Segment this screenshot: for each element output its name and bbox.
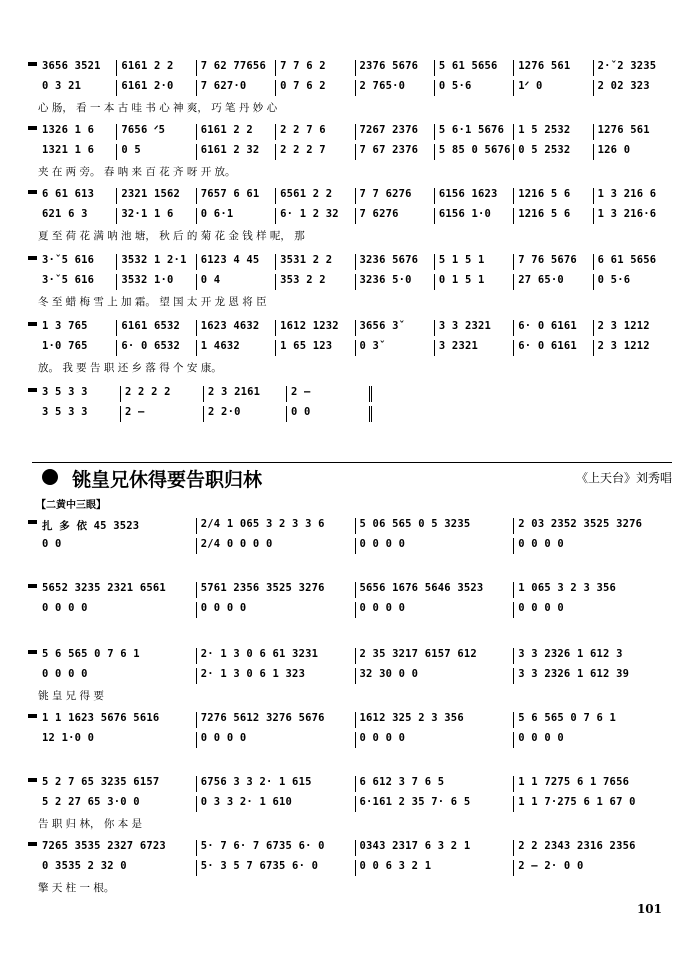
measure: 3·ˇ5 616 bbox=[38, 254, 117, 270]
upper-staff bbox=[38, 712, 672, 728]
measure: 5 2 27 65 3·0 0 bbox=[38, 796, 197, 812]
measure: 7 7 6 2 bbox=[276, 60, 355, 76]
measure: 2 03 2352 3525 3276 bbox=[518, 518, 643, 530]
measure: 3656 3ˇ bbox=[356, 320, 435, 336]
system-brace bbox=[28, 650, 37, 654]
lower-staff bbox=[38, 860, 672, 876]
measure: 1 1 1623 5676 5616 bbox=[38, 712, 197, 728]
measure: 3532 1 2·1 bbox=[117, 254, 196, 270]
measure: 2321 1562 bbox=[117, 188, 196, 204]
measure: 2 3 1212 bbox=[597, 340, 650, 352]
measure: 1 5 2532 bbox=[514, 124, 593, 140]
measure: 3656 3521 bbox=[38, 60, 117, 76]
measure: 2 02 323 bbox=[597, 80, 650, 92]
lower-staff bbox=[38, 340, 672, 356]
system-brace bbox=[28, 584, 37, 588]
measure: 0 0 0 0 bbox=[356, 732, 515, 748]
measure: 7 6276 bbox=[356, 208, 435, 224]
upper-staff bbox=[38, 320, 672, 336]
measure: 2 2 7 6 bbox=[276, 124, 355, 140]
measure: 0 0 0 0 bbox=[197, 602, 356, 618]
measure: 1ᐟ 0 bbox=[514, 80, 593, 96]
lyrics-line: 放。 我 要 告 职 还 乡 落 得 个 安 康。 bbox=[38, 362, 222, 374]
measure: 0 3ˇ bbox=[356, 340, 435, 356]
lower-staff bbox=[38, 208, 672, 224]
measure: 12 1·0 0 bbox=[38, 732, 197, 748]
measure: 3 2321 bbox=[435, 340, 514, 356]
system-brace bbox=[28, 842, 37, 846]
measure: 1216 5 6 bbox=[514, 208, 593, 224]
measure: 6 612 3 7 6 5 bbox=[356, 776, 515, 792]
measure: 6161 6532 bbox=[117, 320, 196, 336]
measure: 7276 5612 3276 5676 bbox=[197, 712, 356, 728]
measure: 1 065 3 2 3 356 bbox=[518, 582, 617, 594]
measure: 7657 6 61 bbox=[197, 188, 276, 204]
measure: 0 7 6 2 bbox=[276, 80, 355, 96]
measure: 1612 325 2 3 356 bbox=[356, 712, 515, 728]
measure: 2 765·0 bbox=[356, 80, 435, 96]
measure: 6161 2 32 bbox=[197, 144, 276, 160]
mode-label: 【二黄中三眼】 bbox=[36, 500, 106, 511]
system-brace bbox=[28, 256, 37, 260]
lyrics-line: 告 职 归 林， 你 本 是 bbox=[38, 818, 143, 830]
measure: 6161 2 2 bbox=[117, 60, 196, 76]
measure: 6 61 613 bbox=[38, 188, 117, 204]
measure: 32 30 0 0 bbox=[356, 668, 515, 684]
measure: 2· 1 3 0 6 61 3231 bbox=[197, 648, 356, 664]
measure: 6156 1623 bbox=[435, 188, 514, 204]
lower-staff bbox=[38, 144, 672, 160]
measure: 0 0 0 0 bbox=[38, 668, 197, 684]
measure: 5 1 5 1 bbox=[435, 254, 514, 270]
measure: 6 61 5656 bbox=[597, 254, 657, 266]
system-brace bbox=[28, 322, 37, 326]
measure: 126 0 bbox=[597, 144, 631, 156]
measure: 3 3 2326 1 612 39 bbox=[518, 668, 630, 680]
system-brace bbox=[28, 388, 37, 392]
measure: 0 3 21 bbox=[38, 80, 117, 96]
measure: 6156 1·0 bbox=[435, 208, 514, 224]
measure: 621 6 3 bbox=[38, 208, 117, 224]
measure: 5656 1676 5646 3523 bbox=[356, 582, 515, 598]
measure: 7656 ᐟ5 bbox=[117, 124, 196, 140]
measure: 6161 2 2 bbox=[197, 124, 276, 140]
measure: 扎 多 依 45 3523 bbox=[38, 518, 197, 534]
upper-staff bbox=[38, 188, 672, 204]
measure: 3531 2 2 bbox=[276, 254, 355, 270]
section-title: 铫皇兄休得要告职归林 bbox=[72, 469, 263, 491]
measure: 0 0 0 0 bbox=[518, 732, 564, 744]
measure: 0 0 bbox=[287, 406, 372, 422]
measure: 3 3 2326 1 612 3 bbox=[518, 648, 623, 660]
lower-staff bbox=[38, 796, 672, 812]
upper-staff bbox=[38, 60, 672, 76]
measure: 6· 0 6532 bbox=[117, 340, 196, 356]
measure: 6123 4 45 bbox=[197, 254, 276, 270]
measure: 1216 5 6 bbox=[514, 188, 593, 204]
measure: 0 0 0 0 bbox=[518, 538, 564, 550]
lyrics-line: 夹 在 两 旁。 春 呐 来 百 花 齐 呀 开 放。 bbox=[38, 166, 236, 178]
measure: 5· 3 5 7 6735 6· 0 bbox=[197, 860, 356, 876]
measure: 5652 3235 2321 6561 bbox=[38, 582, 197, 598]
measure: 6756 3 3 2· 1 615 bbox=[197, 776, 356, 792]
measure: 0 0 0 0 bbox=[356, 538, 515, 554]
measure: 2 2 2 7 bbox=[276, 144, 355, 160]
measure: 5 6·1 5676 bbox=[435, 124, 514, 140]
lower-staff bbox=[38, 668, 672, 684]
measure: 5761 2356 3525 3276 bbox=[197, 582, 356, 598]
measure: 1 1 7·275 6 1 67 0 bbox=[518, 796, 636, 808]
measure: 7 627·0 bbox=[197, 80, 276, 96]
measure: 2 — bbox=[287, 386, 372, 402]
measure: 7 7 6276 bbox=[356, 188, 435, 204]
measure: 5· 7 6· 7 6735 6· 0 bbox=[197, 840, 356, 856]
measure: 5 6 565 0 7 6 1 bbox=[38, 648, 197, 664]
measure: 1623 4632 bbox=[197, 320, 276, 336]
lyrics-line: 夏 至 荷 花 满 呐 池 塘， 秋 后 的 菊 花 金 钱 样 呢， 那 bbox=[38, 230, 305, 242]
system-brace bbox=[28, 714, 37, 718]
measure: 2 2 2 2 bbox=[121, 386, 204, 402]
measure: 5 85 0 5676 bbox=[435, 144, 514, 160]
measure: 6561 2 2 bbox=[276, 188, 355, 204]
measure: 1276 561 bbox=[514, 60, 593, 76]
measure: 1321 1 6 bbox=[38, 144, 117, 160]
measure: 1326 1 6 bbox=[38, 124, 117, 140]
measure: 2 2 2343 2316 2356 bbox=[518, 840, 636, 852]
upper-staff bbox=[38, 582, 672, 598]
measure: 2 3 2161 bbox=[204, 386, 287, 402]
measure: 32·1 1 6 bbox=[117, 208, 196, 224]
measure: 2· 1 3 0 6 1 323 bbox=[197, 668, 356, 684]
measure: 1 65 123 bbox=[276, 340, 355, 356]
measure: 2/4 0 0 0 0 bbox=[197, 538, 356, 554]
measure: 7 67 2376 bbox=[356, 144, 435, 160]
upper-staff bbox=[38, 840, 672, 856]
lower-staff bbox=[38, 602, 672, 618]
measure: 6· 0 6161 bbox=[514, 320, 593, 336]
lower-staff bbox=[38, 80, 672, 96]
measure: 7 62 77656 bbox=[197, 60, 276, 76]
measure: 1 1 7275 6 1 7656 bbox=[518, 776, 630, 788]
measure: 27 65·0 bbox=[514, 274, 593, 290]
measure: 6· 1 2 32 bbox=[276, 208, 355, 224]
measure: 3 3 2321 bbox=[435, 320, 514, 336]
measure: 1276 561 bbox=[597, 124, 650, 136]
upper-staff bbox=[38, 648, 672, 664]
measure: 0 0 bbox=[38, 538, 197, 554]
system-brace bbox=[28, 190, 37, 194]
measure: 0 6·1 bbox=[197, 208, 276, 224]
measure: 1 4632 bbox=[197, 340, 276, 356]
system-brace bbox=[28, 126, 37, 130]
upper-staff bbox=[38, 124, 672, 140]
measure: 0 3 3 2· 1 610 bbox=[197, 796, 356, 812]
section-title-bar bbox=[32, 462, 672, 491]
measure: 0 5·6 bbox=[435, 80, 514, 96]
system-brace bbox=[28, 520, 37, 524]
lower-staff bbox=[38, 732, 672, 748]
upper-staff bbox=[38, 386, 372, 402]
measure: 2376 5676 bbox=[356, 60, 435, 76]
measure: 0 3535 2 32 0 bbox=[38, 860, 197, 876]
measure: 0 0 6 3 2 1 bbox=[356, 860, 515, 876]
lyrics-line: 冬 至 蜡 梅 雪 上 加 霜。 望 国 太 开 龙 恩 将 臣 bbox=[38, 296, 267, 308]
measure: 3 5 3 3 bbox=[38, 406, 121, 422]
measure: 3236 5·0 bbox=[356, 274, 435, 290]
measure: 6·161 2 35 7· 6 5 bbox=[356, 796, 515, 812]
lyrics-line: 擎 天 柱 一 根。 bbox=[38, 882, 115, 894]
measure: 5 6 565 0 7 6 1 bbox=[518, 712, 617, 724]
measure: 3 5 3 3 bbox=[38, 386, 121, 402]
measure: 5 61 5656 bbox=[435, 60, 514, 76]
lower-staff bbox=[38, 274, 672, 290]
measure: 3532 1·0 bbox=[117, 274, 196, 290]
system-brace bbox=[28, 778, 37, 782]
upper-staff bbox=[38, 776, 672, 792]
page-number: 101 bbox=[636, 902, 662, 916]
measure: 2 2·0 bbox=[204, 406, 287, 422]
lower-staff bbox=[38, 406, 372, 422]
measure: 2 — 2· 0 0 bbox=[518, 860, 584, 872]
measure: 2 35 3217 6157 612 bbox=[356, 648, 515, 664]
measure: 1 3 765 bbox=[38, 320, 117, 336]
measure: 2 — bbox=[121, 406, 204, 422]
measure: 7265 3535 2327 6723 bbox=[38, 840, 197, 856]
measure: 1 3 216 6 bbox=[597, 188, 657, 200]
measure: 6161 2·0 bbox=[117, 80, 196, 96]
measure: 3236 5676 bbox=[356, 254, 435, 270]
measure: 0 0 0 0 bbox=[38, 602, 197, 618]
lower-staff bbox=[38, 538, 672, 554]
bullet-dot-icon bbox=[42, 469, 58, 485]
measure: 0 0 0 0 bbox=[518, 602, 564, 614]
section-source: 《上天台》刘秀唱 bbox=[575, 471, 672, 485]
measure: 2 3 1212 bbox=[597, 320, 650, 332]
measure: 6· 0 6161 bbox=[514, 340, 593, 356]
measure: 5 2 7 65 3235 6157 bbox=[38, 776, 197, 792]
lyrics-line: 心 肠， 看 一 本 古 哇 书 心 神 爽， 巧 笔 丹 妙 心 bbox=[38, 102, 278, 114]
measure: 0343 2317 6 3 2 1 bbox=[356, 840, 515, 856]
measure: 0 5 2532 bbox=[514, 144, 593, 160]
upper-staff bbox=[38, 254, 672, 270]
measure: 5 06 565 0 5 3235 bbox=[356, 518, 515, 534]
measure: 1·0 765 bbox=[38, 340, 117, 356]
measure: 0 0 0 0 bbox=[356, 602, 515, 618]
measure: 0 1 5 1 bbox=[435, 274, 514, 290]
system-brace bbox=[28, 62, 37, 66]
measure: 7267 2376 bbox=[356, 124, 435, 140]
measure: 0 5 bbox=[117, 144, 196, 160]
measure: 3·ˇ5 616 bbox=[38, 274, 117, 290]
measure: 353 2 2 bbox=[276, 274, 355, 290]
measure: 2/4 1 065 3 2 3 3 6 bbox=[197, 518, 356, 534]
upper-staff bbox=[38, 518, 672, 534]
measure: 0 4 bbox=[197, 274, 276, 290]
measure: 0 5·6 bbox=[597, 274, 631, 286]
lyrics-line: 铫 皇 兄 得 要 bbox=[38, 690, 104, 702]
measure: 0 0 0 0 bbox=[197, 732, 356, 748]
measure: 1 3 216·6 bbox=[597, 208, 657, 220]
measure: 7 76 5676 bbox=[514, 254, 593, 270]
measure: 2·ˇ2 3235 bbox=[597, 60, 657, 72]
measure: 1612 1232 bbox=[276, 320, 355, 336]
